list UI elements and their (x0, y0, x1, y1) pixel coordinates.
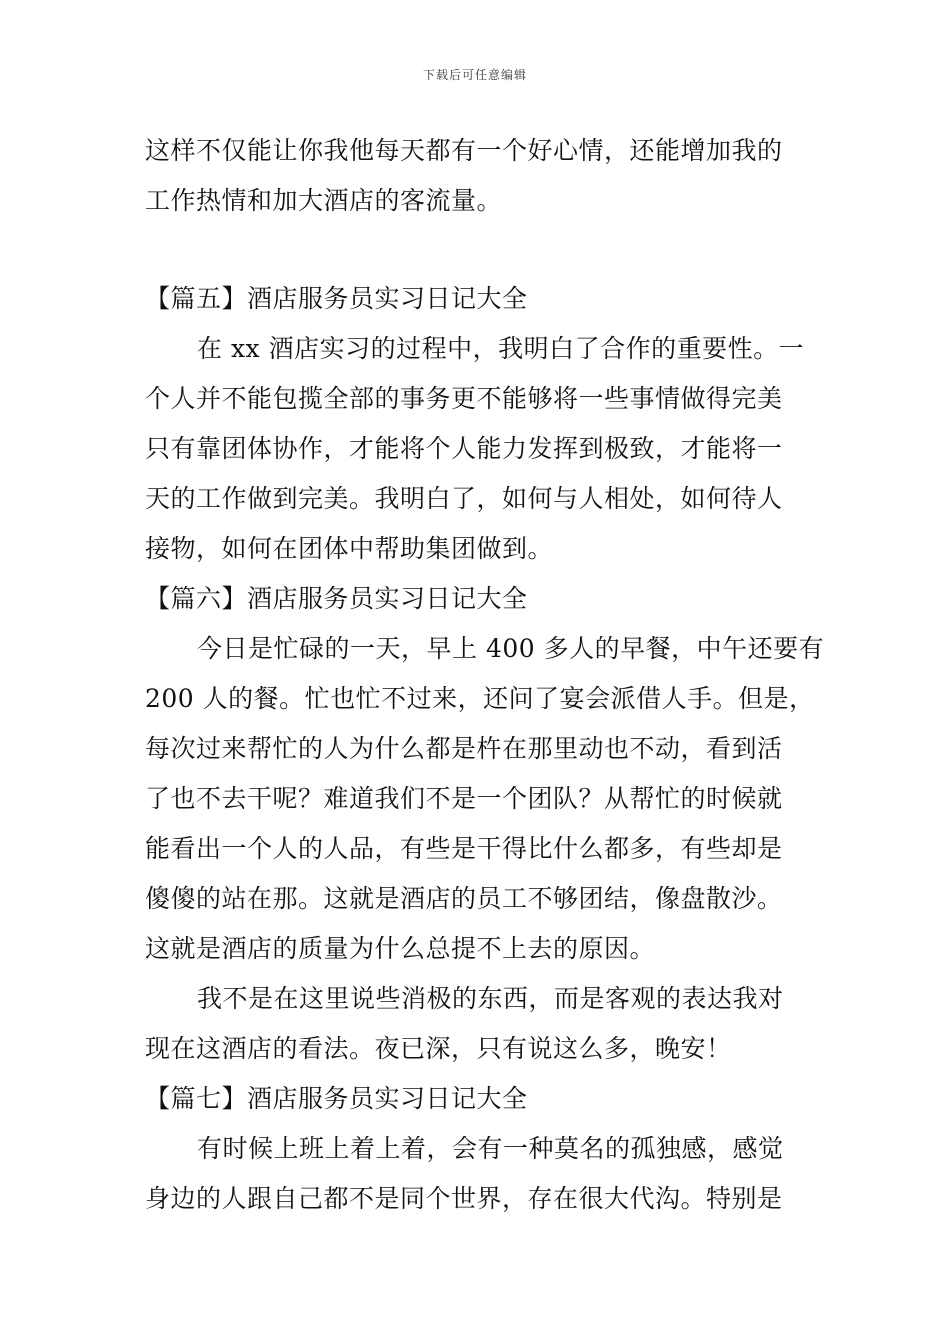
paragraph-line: 今日是忙碌的一天，早上 400 多人的早餐，中午还要有 (197, 634, 825, 663)
section-gap (145, 226, 810, 274)
paragraph-line: 只有靠团体协作，才能将个人能力发挥到极致，才能将一 (145, 434, 783, 463)
page-header-note: 下载后可任意编辑 (422, 68, 527, 82)
paragraph-line: 了也不去干呢？难道我们不是一个团队？从帮忙的时候就 (145, 784, 783, 813)
paragraph-line: 个人并不能包揽全部的事务更不能够将一些事情做得完美 (145, 384, 783, 413)
paragraph-line: 这就是酒店的质量为什么总提不上去的原因。 (145, 934, 656, 963)
paragraph-line: 这样不仅能让你我他每天都有一个好心情，还能增加我的 (145, 136, 783, 165)
paragraph-line: 我不是在这里说些消极的东西，而是客观的表达我对 (197, 984, 784, 1013)
paragraph-line: 天的工作做到完美。我明白了，如何与人相处，如何待人 (145, 484, 783, 513)
document-body (145, 126, 825, 1224)
section-title: 【篇七】酒店服务员实习日记大全 (145, 1084, 528, 1113)
paragraph-line: 有时候上班上着上着，会有一种莫名的孤独感，感觉 (197, 1134, 784, 1163)
section-title: 【篇六】酒店服务员实习日记大全 (145, 584, 528, 613)
paragraph-line: 每次过来帮忙的人为什么都是杵在那里动也不动，看到活 (145, 734, 783, 763)
paragraph-line: 傻傻的站在那。这就是酒店的员工不够团结，像盘散沙。 (145, 884, 783, 913)
paragraph-line: 现在这酒店的看法。夜已深，只有说这么多，晚安！ (145, 1034, 732, 1063)
paragraph-line: 在 xx 酒店实习的过程中，我明白了合作的重要性。一 (197, 334, 805, 363)
paragraph-line: 身边的人跟自己都不是同个世界，存在很大代沟。特别是 (145, 1184, 783, 1213)
paragraph-line: 200 人的餐。忙也忙不过来，还问了宴会派借人手。但是， (145, 684, 815, 713)
paragraph-line: 工作热情和加大酒店的客流量。 (145, 186, 503, 215)
paragraph-line: 接物，如何在团体中帮助集团做到。 (145, 534, 554, 563)
paragraph-line: 能看出一个人的人品，有些是干得比什么都多，有些却是 (145, 834, 783, 863)
section-title: 【篇五】酒店服务员实习日记大全 (145, 284, 528, 313)
